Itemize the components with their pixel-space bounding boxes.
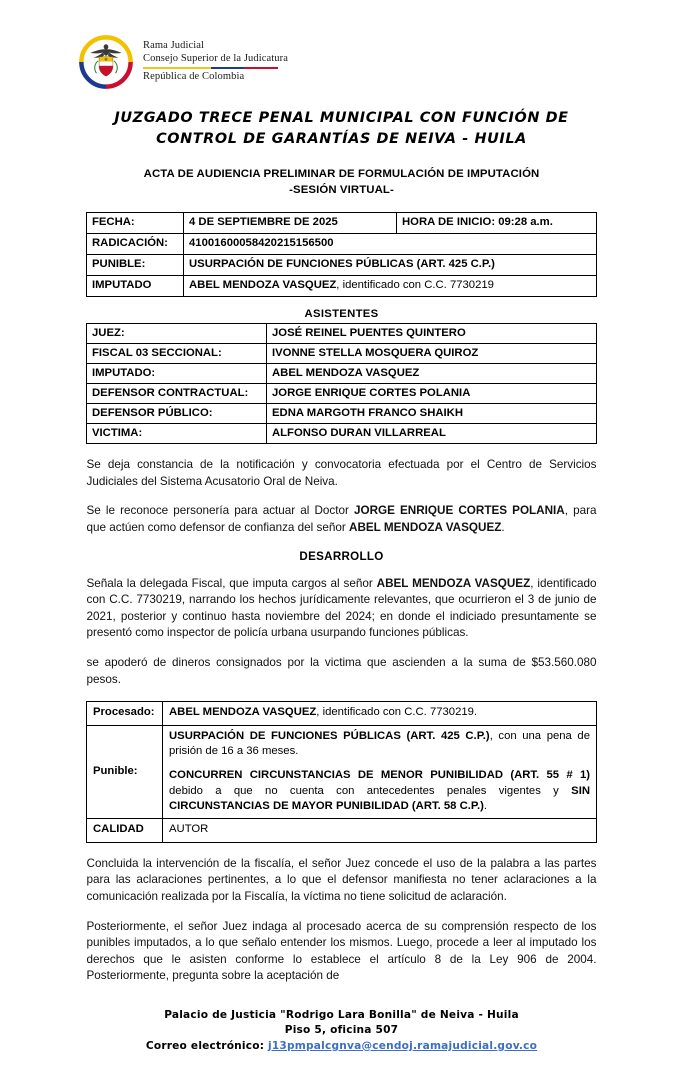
- asistentes-heading: ASISTENTES: [304, 308, 379, 321]
- paragraph-personeria: [87, 503, 597, 536]
- letterhead-line-rama-judicial: Rama Judicial: [143, 40, 205, 52]
- footer-email-link[interactable]: j13pmpalcgnva@cendoj.ramajudicial.gov.co: [268, 1039, 538, 1052]
- imputado-name: ABEL MENDOZA VASQUEZ: [189, 279, 337, 292]
- personeria-imputado-name: ABEL MENDOZA VASQUEZ: [349, 520, 502, 534]
- punible-end-period: .: [483, 800, 488, 813]
- calidad-label: CALIDAD: [87, 819, 163, 842]
- paragraph-desarrollo-cargos: [87, 576, 597, 642]
- document-body-continued: [87, 856, 597, 985]
- table-row: [87, 213, 597, 234]
- table-row: [87, 234, 597, 255]
- page-subtitle-line-1: ACTA DE AUDIENCIA PRELIMINAR DE FORMULACIÓN DE IMPUTACIÓN: [143, 167, 540, 180]
- personeria-defensor-name: JORGE ENRIQUE CORTES POLANIA: [354, 504, 565, 518]
- fecha-label: FECHA:: [87, 213, 184, 234]
- table-row: [87, 364, 597, 384]
- punible-mayor-punibilidad: SIN CIRCUNSTANCIAS DE MAYOR PUNIBILIDAD (ART. 58 C.P.): [169, 784, 590, 813]
- letterhead-line-republica: República de Colombia: [143, 71, 245, 83]
- tricolor-rule: [143, 67, 278, 69]
- personeria-text-c: .: [501, 520, 505, 534]
- case-info-table: [86, 212, 597, 297]
- table-row: [87, 344, 597, 364]
- paragraph-aclaraciones: Concluida la intervención de la fiscalía, el señor Juez concede el uso de la palabra a las partes para las aclaraciones pertinentes, a lo que el defensor manifiesta no tener aclaraciones a la comunicación realizada por la Fiscalía, la víctima no tiene solicitud de aclaración.: [86, 856, 597, 903]
- punible-detail-value: [163, 725, 597, 819]
- procesado-name: ABEL MENDOZA VASQUEZ: [169, 706, 317, 719]
- table-row: [87, 324, 597, 344]
- fecha-value: 4 DE SEPTIEMBRE DE 2025: [184, 213, 397, 234]
- asistente-name-juez: JOSÉ REINEL PUENTES QUINTERO: [267, 324, 597, 344]
- asistente-name-defensor-publico: EDNA MARGOTH FRANCO SHAIKH: [267, 404, 597, 424]
- asistente-role-defensor-publico: DEFENSOR PÚBLICO:: [87, 404, 267, 424]
- punible-value: USURPACIÓN DE FUNCIONES PÚBLICAS (ART. 425 C.P.): [184, 255, 597, 276]
- asistente-role-imputado: IMPUTADO:: [87, 364, 267, 384]
- punible-menor-punibilidad: CONCURREN CIRCUNSTANCIAS DE MENOR PUNIBILIDAD (ART. 55 # 1): [169, 769, 590, 782]
- radicacion-label: RADICACIÓN:: [87, 234, 184, 255]
- radicacion-value: 41001600058420215156500: [184, 234, 597, 255]
- calidad-value: AUTOR: [163, 819, 597, 842]
- procesado-value: [163, 702, 597, 725]
- asistentes-table: [86, 323, 597, 444]
- page-footer: [0, 1008, 683, 1054]
- punible-detail-table: [86, 701, 597, 843]
- punible-label: PUNIBLE:: [87, 255, 184, 276]
- footer-email-label: Correo electrónico:: [145, 1039, 269, 1052]
- footer-office-line: Piso 5, oficina 507: [284, 1024, 399, 1037]
- page-subtitle: [77, 166, 607, 198]
- table-row: [87, 819, 597, 842]
- letterhead: [0, 0, 683, 90]
- asistente-name-fiscal: IVONNE STELLA MOSQUERA QUIROZ: [267, 344, 597, 364]
- procesado-label: Procesado:: [87, 702, 163, 725]
- imputado-cc: , identificado con C.C. 7730219: [336, 279, 494, 292]
- cargos-imputado-name: ABEL MENDOZA VASQUEZ: [376, 576, 531, 590]
- imputado-value: [184, 276, 597, 297]
- procesado-cc: , identificado con C.C. 7730219.: [316, 706, 478, 719]
- table-row: [87, 725, 597, 819]
- table-row: [87, 384, 597, 404]
- hora-inicio-value: HORA DE INICIO: 09:28 a.m.: [397, 213, 597, 234]
- imputado-label: IMPUTADO: [87, 276, 184, 297]
- personeria-text-a: Se le reconoce personería para actuar al Doctor: [86, 504, 354, 518]
- personeria-text-b: , para que actúen como defensor de confianza del señor: [86, 504, 597, 534]
- paragraph-notificacion: Se deja constancia de la notificación y convocatoria efectuada por el Centro de Servicios Judiciales del Sistema Acusatorio Oral de Neiva.: [86, 458, 597, 488]
- desarrollo-heading: DESARROLLO: [299, 549, 384, 563]
- asistente-role-victima: VICTIMA:: [87, 424, 267, 444]
- cargos-text-b: , identificado con C.C. 7730219, narrando los hechos jurídicamente relevantes, que ocurrieron el 3 de junio de 2021, posterior y continuo hasta noviembre del 2024; en donde el indiciado presuntamente se presentó como inspector de policía urbana usurpando funciones públicas.: [86, 576, 597, 640]
- colombia-judicial-emblem-icon: [78, 34, 134, 90]
- asistente-name-imputado: ABEL MENDOZA VASQUEZ: [267, 364, 597, 384]
- footer-email-line: [0, 1039, 683, 1054]
- asistente-role-defensor-contractual: DEFENSOR CONTRACTUAL:: [87, 384, 267, 404]
- page-subtitle-line-2: -SESIÓN VIRTUAL-: [289, 183, 394, 196]
- asistente-name-victima: ALFONSO DURAN VILLARREAL: [267, 424, 597, 444]
- page-title: JUZGADO TRECE PENAL MUNICIPAL CON FUNCIÓN DE CONTROL DE GARANTÍAS DE NEIVA - HUILA: [114, 110, 569, 147]
- punible-detail-label: Punible:: [87, 725, 163, 819]
- letterhead-line-consejo-superior: Consejo Superior de la Judicatura: [143, 52, 289, 64]
- table-row: [87, 702, 597, 725]
- table-row: [87, 424, 597, 444]
- paragraph-apoderamiento: se apoderó de dineros consignados por la victima que ascienden a la suma de $53.560.080 pesos.: [86, 656, 597, 686]
- footer-address-line: Palacio de Justicia "Rodrigo Lara Bonilla" de Neiva - Huila: [164, 1008, 519, 1021]
- asistente-name-defensor-contractual: JORGE ENRIQUE CORTES POLANIA: [267, 384, 597, 404]
- table-row: [87, 255, 597, 276]
- table-row: [87, 404, 597, 424]
- table-row: [87, 276, 597, 297]
- asistente-role-fiscal: FISCAL 03 SECCIONAL:: [87, 344, 267, 364]
- punible-delito: USURPACIÓN DE FUNCIONES PÚBLICAS (ART. 425 C.P.): [169, 729, 490, 742]
- paragraph-spacer: [169, 759, 590, 768]
- letterhead-text: [143, 40, 288, 83]
- paragraph-comprension: Posteriormente, el señor Juez indaga al procesado acerca de su comprensión respecto de los punibles imputados, a lo que señalo entender los mismos. Luego, procede a leer al imputado los derechos que le asisten conforme lo establece el artículo 8 de la Ley 906 de 2004. Posteriormente, pregunta sobre la aceptación de: [86, 919, 597, 983]
- punible-antecedentes: debido a que no cuenta con antecedentes penales vigentes y: [169, 784, 572, 797]
- document-body: [87, 457, 597, 688]
- punible-pena: , con una pena de prisión de 16 a 36 meses.: [169, 729, 590, 757]
- asistente-role-juez: JUEZ:: [87, 324, 267, 344]
- cargos-text-a: Señala la delegada Fiscal, que imputa cargos al señor: [86, 576, 377, 590]
